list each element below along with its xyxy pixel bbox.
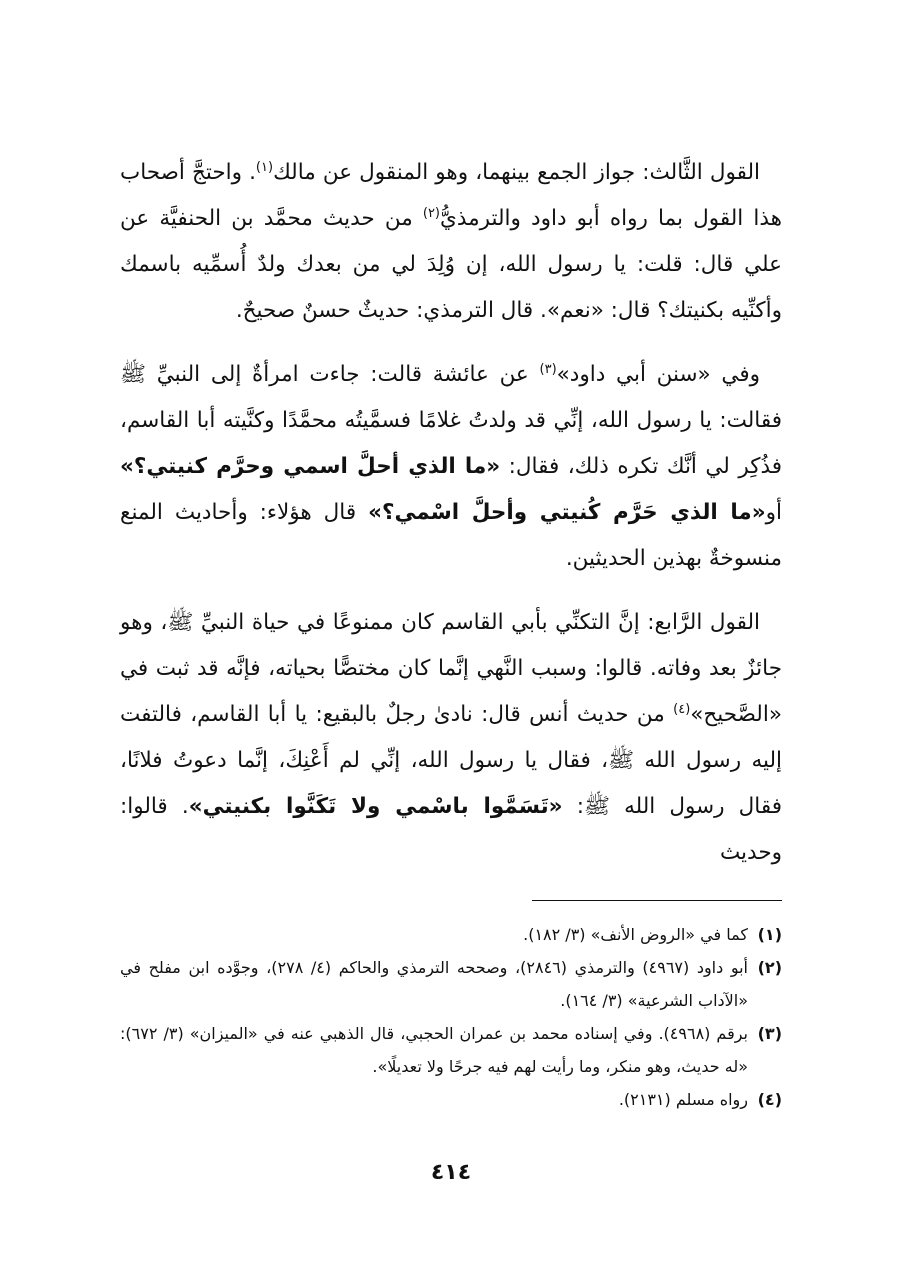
text-segment: . واحتجَّ أصحاب هذا القول بما رواه أبو داود والترمذيُّ	[120, 160, 783, 231]
text-segment: عن عائشة قالت: جاءت امرأةٌ إلى النبيِّ ﷺ فقالت: يا رسول الله، إنِّي قد ولدتُ غلامًا فسمَّيتُه محمَّدًا وكنَّيته أبا القاسم، فذُكِر لي أنَّك تكره ذلك، فقال:	[120, 362, 783, 479]
footnote-3	[120, 1017, 782, 1083]
text-segment: من حديث أنس قال: نادىٰ رجلٌ بالبقيع: يا أبا القاسم، فالتفت إليه رسول الله ﷺ، فقال يا رسول الله، إنِّي لم أَعْنِكَ، إنَّما دعوتُ فلانًا، فقال رسول الله ﷺ:	[120, 702, 782, 819]
footnotes	[120, 918, 782, 1116]
footnote-4	[120, 1083, 782, 1116]
footnote-separator	[532, 900, 782, 901]
text-segment: . قالوا: وحديث	[120, 794, 782, 865]
text-segment: القول الرَّابع: إنَّ التكنِّي بأبي القاسم كان ممنوعًا في حياة النبيِّ ﷺ، وهو جائزٌ بعد وفاته. قالوا: وسبب النَّهي إنَّما كان مختصًّا بحياته، فإنَّه قد ثبت في «الصَّحيح»	[120, 610, 782, 727]
text-segment: وفي «سنن أبي داود»	[556, 362, 760, 387]
footnote-number: (٢)	[757, 958, 782, 977]
footnote-ref-1[interactable]: (١)	[255, 159, 274, 175]
paragraph-3	[120, 600, 782, 876]
text-segment: القول الثَّالث: جواز الجمع بينهما، وهو المنقول عن مالك	[273, 160, 760, 185]
footnote-number: (٤)	[757, 1090, 782, 1109]
paragraph-1	[120, 150, 782, 334]
footnote-text: برقم (٤٩٦٨). وفي إسناده محمد بن عمران الحجبي، قال الذهبي عنه في «الميزان» (٣/ ٦٧٢): «له حديث، وهو منكر، وما رأيت لهم فيه جرحًا ولا تعديلًا».	[120, 1024, 748, 1076]
footnote-number: (١)	[757, 925, 782, 944]
page-number: ٤١٤	[430, 1160, 472, 1185]
footnote-ref-4[interactable]: (٤)	[673, 701, 691, 717]
footnote-2	[120, 951, 782, 1017]
hadith-quote: «تَسَمَّوا باسْمي ولا تَكَنَّوا بكنيتي»	[188, 794, 563, 819]
footnote-1	[120, 918, 782, 951]
footnote-text: أبو داود (٤٩٦٧) والترمذي (٢٨٤٦)، وصححه الترمذي والحاكم (٤/ ٢٧٨)، وجوَّده ابن مفلح في «الآداب الشرعية» (٣/ ١٦٤).	[120, 958, 748, 1010]
book-page	[120, 150, 782, 1250]
hadith-quote: «ما الذي أحلَّ اسمي وحرَّم كنيتي؟»	[120, 454, 501, 479]
text-segment: أو	[765, 500, 782, 525]
text-segment: من حديث محمَّد بن الحنفيَّة عن علي قال: قلت: يا رسول الله، إن وُلِدَ لي من بعدك ولدٌ أُسمِّيه باسمك وأكنِّيه بكنيتك؟ قال: «نعم». قال الترمذي: حديثٌ حسنٌ صحيحٌ.	[120, 206, 782, 323]
main-text	[120, 150, 782, 876]
text-segment: قال هؤلاء: وأحاديث المنع منسوخةٌ بهذين الحديثين.	[120, 500, 782, 571]
hadith-quote: «ما الذي حَرَّم كُنيتي وأحلَّ اسْمي؟»	[368, 500, 766, 525]
footnote-text: رواه مسلم (٢١٣١).	[618, 1090, 748, 1109]
footnote-text: كما في «الروض الأنف» (٣/ ١٨٢).	[523, 925, 748, 944]
footnote-ref-2[interactable]: (٢)	[422, 205, 440, 221]
footnote-ref-3[interactable]: (٣)	[539, 361, 557, 377]
paragraph-2	[120, 352, 782, 582]
footnote-number: (٣)	[757, 1024, 782, 1043]
